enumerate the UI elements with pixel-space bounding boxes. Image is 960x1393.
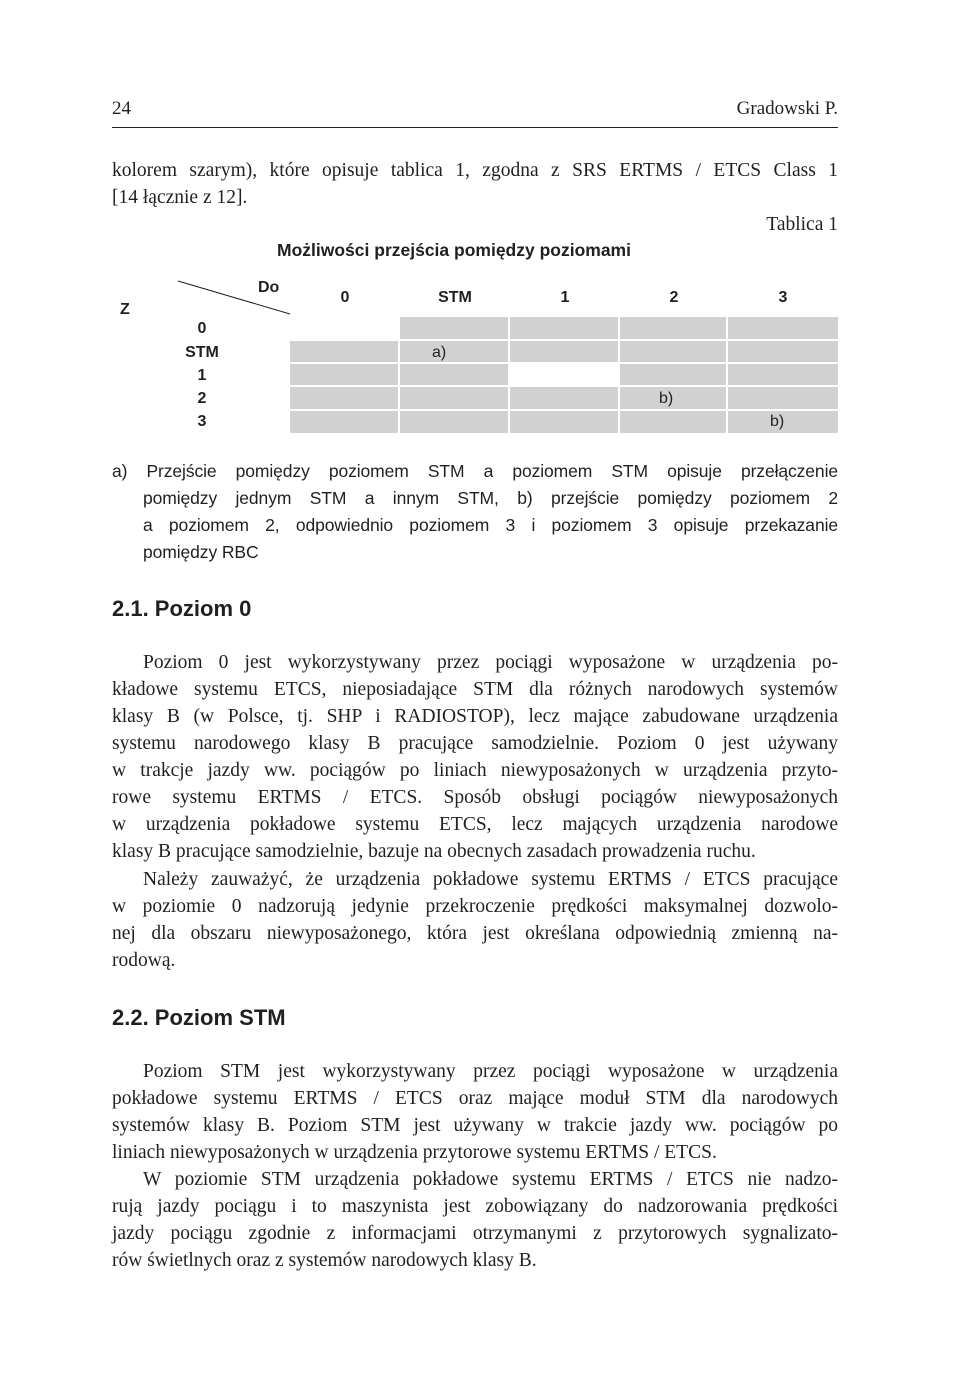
paragraph-line: rują jazdy pociągu i to maszynista jest zobowiązany do nadzorowania prędkości xyxy=(112,1196,838,1217)
note-mark-b: b) xyxy=(659,390,674,407)
paragraph-line: pokładowe systemu ERTMS / ETCS oraz mające moduł STM dla narodowych xyxy=(112,1088,838,1109)
col-header: 1 xyxy=(560,289,570,306)
row-header: 1 xyxy=(197,367,207,384)
table-cell xyxy=(400,387,508,409)
intro-line: [14 łącznie z 12]. xyxy=(112,187,248,208)
corner-do-label: Do xyxy=(258,279,280,296)
paragraph-line: kładowe systemu ETCS, nieposiadające STM dla różnych narodowych systemów xyxy=(112,679,838,700)
paragraph-line: rodową. xyxy=(112,950,176,971)
paragraph-line: systemów klasy B. Poziom STM jest używany w trakcie jazdy ww. pociągów po xyxy=(112,1115,838,1136)
paragraph-line: klasy B (w Polsce, tj. SHP i RADIOSTOP), lecz mające zabudowane urządzenia xyxy=(112,706,838,727)
table-note-line: a poziomem 2, odpowiednio poziomem 3 i poziomem 3 opisuje przekazanie xyxy=(143,515,838,535)
section-heading: 2.2. Poziom STM xyxy=(112,1005,286,1030)
table-cell xyxy=(400,341,508,362)
col-header: 2 xyxy=(669,289,679,306)
table-cell xyxy=(620,411,726,433)
table-grid xyxy=(290,317,838,435)
corner-z-label: Z xyxy=(120,301,130,318)
header-rule xyxy=(112,127,838,128)
table-cell xyxy=(400,317,508,339)
table-cell xyxy=(290,341,398,362)
col-header: STM xyxy=(438,289,472,306)
table-cell xyxy=(728,341,838,362)
table-cell xyxy=(728,387,838,409)
table-cell xyxy=(400,364,508,385)
row-header: STM xyxy=(185,344,219,361)
row-header: 2 xyxy=(197,390,207,407)
paragraph-line: Poziom 0 jest wykorzystywany przez pociągi wyposażone w urządzenia po- xyxy=(143,652,838,673)
table-cell xyxy=(620,364,726,385)
paragraph-line: jazdy pociągu zgodnie z informacjami otrzymanymi z przytorowych sygnalizato- xyxy=(112,1223,838,1244)
paragraph-line: Poziom STM jest wykorzystywany przez pociągi wyposażone w urządzenia xyxy=(143,1061,838,1082)
paragraph-line: w trakcje jazdy ww. pociągów po liniach niewyposażonych w urządzenia przyto- xyxy=(112,760,838,781)
table-cell xyxy=(290,411,398,433)
paragraph-line: W poziomie STM urządzenia pokładowe systemu ERTMS / ETCS nie nadzo- xyxy=(143,1169,838,1190)
transition-table xyxy=(112,280,838,440)
section-heading: 2.1. Poziom 0 xyxy=(112,596,252,621)
table-cell xyxy=(510,411,618,433)
table-label: Tablica 1 xyxy=(766,214,838,235)
table-cell xyxy=(728,364,838,385)
page-number: 24 xyxy=(112,98,131,119)
col-header: 0 xyxy=(340,289,350,306)
paragraph-line: liniach niewyposażonych w urządzenia przytorowe systemu ERTMS / ETCS. xyxy=(112,1142,717,1163)
table-cell xyxy=(510,387,618,409)
table-cell xyxy=(728,317,838,339)
table-note-line: pomiędzy RBC xyxy=(143,542,259,562)
intro-line: kolorem szarym), które opisuje tablica 1, zgodna z SRS ERTMS / ETCS Class 1 xyxy=(112,160,838,181)
paragraph-line: systemu narodowego klasy B pracujące samodzielnie. Poziom 0 jest używany xyxy=(112,733,838,754)
paragraph-line: Należy zauważyć, że urządzenia pokładowe systemu ERTMS / ETCS pracujące xyxy=(143,869,838,890)
table-cell xyxy=(510,317,618,339)
note-mark-a: a) xyxy=(432,344,447,361)
paragraph-line: w urządzenia pokładowe systemu ETCS, lecz mających urządzenia narodowe xyxy=(112,814,838,835)
table-cell xyxy=(620,317,726,339)
table-cell xyxy=(290,387,398,409)
table-cell xyxy=(290,317,398,339)
paragraph-line: w poziomie 0 nadzorują jedynie przekroczenie prędkości maksymalnej dozwolo- xyxy=(112,896,838,917)
table-caption: Możliwości przejścia pomiędzy poziomami xyxy=(277,240,631,260)
table-cell xyxy=(510,364,618,385)
row-header: 3 xyxy=(197,413,207,430)
col-header: 3 xyxy=(778,289,788,306)
paragraph-line: rów świetlnych oraz z systemów narodowych klasy B. xyxy=(112,1250,537,1271)
table-cell xyxy=(620,341,726,362)
paragraph-line: rowe systemu ERTMS / ETCS. Sposób obsługi pociągów niewyposażonych xyxy=(112,787,838,808)
running-head-author: Gradowski P. xyxy=(736,98,838,119)
table-cell xyxy=(290,364,398,385)
row-header: 0 xyxy=(197,320,207,337)
table-note-line: a) Przejście pomiędzy poziomem STM a poziomem STM opisuje przełączenie xyxy=(112,461,838,481)
table-note-line: pomiędzy jednym STM a innym STM, b) przejście pomiędzy poziomem 2 xyxy=(143,488,838,508)
paragraph-line: nej dla obszaru niewyposażonego, która jest określana odpowiednią zmienną na- xyxy=(112,923,838,944)
table-cell xyxy=(510,341,618,362)
note-mark-b: b) xyxy=(770,413,785,430)
paragraph-line: klasy B pracujące samodzielnie, bazuje na obecnych zasadach prowadzenia ruchu. xyxy=(112,841,756,862)
table-cell xyxy=(400,411,508,433)
